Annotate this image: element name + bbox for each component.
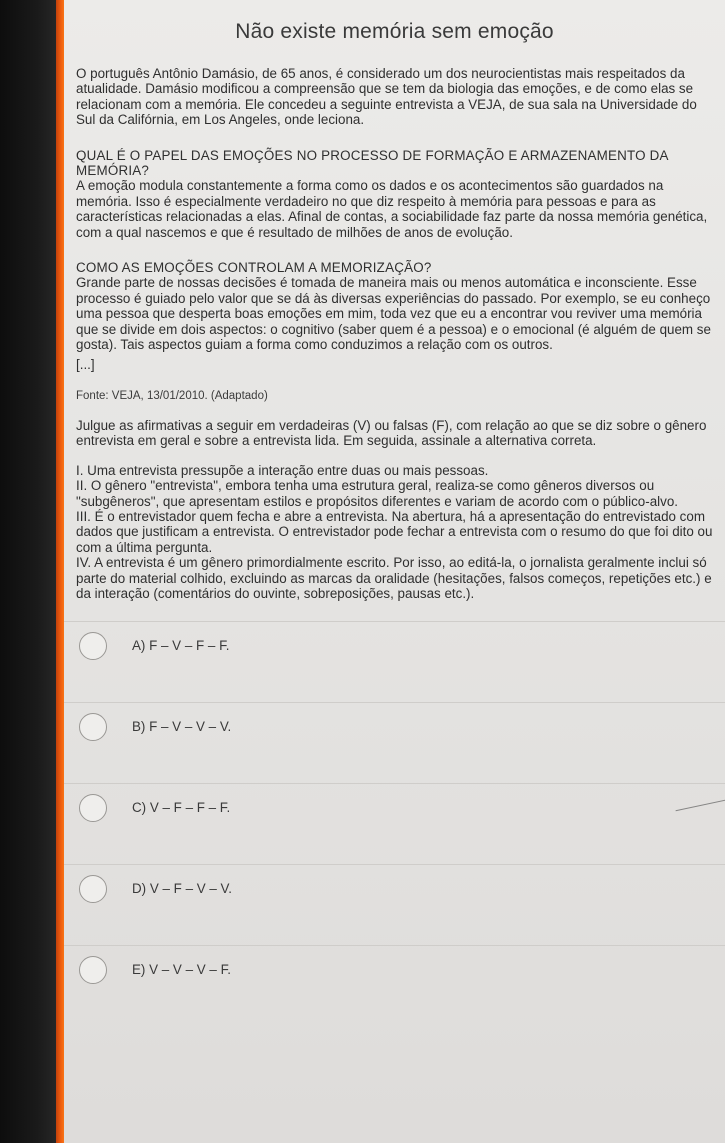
answer-paragraph-1: A emoção modula constantemente a forma como os dados e os acontecimentos são guardados na memória. Isso é especialmente verdadeiro no que diz respeito à memória para pessoas e para as características relacionadas a elas. Afinal de contas, a sociabilidade faz parte da nossa memória genética, com a qual nascemos e que é resultado de milhões de anos de evolução. bbox=[76, 178, 708, 240]
statements-list bbox=[76, 463, 713, 602]
page-title: Não existe memória sem emoção bbox=[235, 20, 554, 43]
radio-button[interactable] bbox=[79, 794, 107, 822]
radio-button[interactable] bbox=[79, 875, 107, 903]
radio-button[interactable] bbox=[79, 632, 107, 660]
option-label: E) V – V – V – F. bbox=[132, 962, 231, 978]
radio-button[interactable] bbox=[79, 713, 107, 741]
device-frame bbox=[0, 0, 62, 1143]
option-label: A) F – V – F – F. bbox=[132, 638, 230, 654]
option-e[interactable] bbox=[64, 945, 725, 1026]
option-c[interactable] bbox=[64, 783, 725, 864]
article-body bbox=[64, 66, 725, 601]
pen-mark bbox=[676, 798, 725, 812]
intro-paragraph: O português Antônio Damásio, de 65 anos, é considerado um dos neurocientistas mais respeitados da atualidade. Damásio modificou a compreensão que se tem da biologia das emoções, e de como elas se relacionam com a memória. Ele concedeu a seguinte entrevista a VEJA, de sua sala na Universidade do Sul da Califórnia, em Los Angeles, onde leciona. bbox=[76, 66, 697, 128]
radio-button[interactable] bbox=[79, 956, 107, 984]
source-citation: Fonte: VEJA, 13/01/2010. (Adaptado) bbox=[76, 389, 268, 402]
option-label: C) V – F – F – F. bbox=[132, 800, 231, 816]
answer-paragraph-2: Grande parte de nossas decisões é tomada de maneira mais ou menos automática e inconsciente. Esse processo é guiado pelo valor que se dá às diversas experiências do passado. Por exemplo, se eu conheço uma pessoa que desperta boas emoções em mim, toda vez que eu a encontrar vou reviver uma memória que se divide em dois aspectos: o cognitivo (saber quem é a pessoa) e o emocional (é alguém de quem se gosta). Tais aspectos guiam a forma como conduzimos a relação com os outros. bbox=[76, 275, 711, 353]
answer-options bbox=[64, 621, 725, 1026]
device-frame-edge bbox=[56, 0, 64, 1143]
option-b[interactable] bbox=[64, 702, 725, 783]
option-label: D) V – F – V – V. bbox=[132, 881, 232, 897]
option-a[interactable] bbox=[64, 621, 725, 702]
statement-2: II. O gênero "entrevista", embora tenha uma estrutura geral, realiza-se como gêneros diversos ou "subgêneros", que apresentam estilos e propósitos diferentes e variam de acordo com o público-alvo. bbox=[76, 478, 679, 509]
statement-1: I. Uma entrevista pressupõe a interação entre duas ou mais pessoas. bbox=[76, 462, 489, 478]
question-prompt: Julgue as afirmativas a seguir em verdadeiras (V) ou falsas (F), com relação ao que se diz sobre o gênero entrevista em geral e sobre a entrevista lida. Em seguida, assinale a alternativa correta. bbox=[76, 417, 707, 449]
option-d[interactable] bbox=[64, 864, 725, 945]
document-page bbox=[64, 0, 725, 1143]
option-label: B) F – V – V – V. bbox=[132, 719, 232, 735]
question-heading-1: QUAL É O PAPEL DAS EMOÇÕES NO PROCESSO DE FORMAÇÃO E ARMAZENAMENTO DA MEMÓRIA? bbox=[76, 147, 668, 179]
statement-3: III. É o entrevistador quem fecha e abre a entrevista. Na abertura, há a apresentação do entrevistado com dados que justificam a entrevista. O entrevistador pode fechar a entrevista com o resumo do que foi dito ou com a última pergunta. bbox=[76, 508, 713, 555]
question-heading-2: COMO AS EMOÇÕES CONTROLAM A MEMORIZAÇÃO? bbox=[76, 260, 432, 276]
ellipsis: [...] bbox=[76, 356, 95, 372]
statement-4: IV. A entrevista é um gênero primordialmente escrito. Por isso, ao editá-la, o jornalista geralmente inclui só parte do material colhido, excluindo as marcas da oralidade (hesitações, falsos começos, repetições etc.) e da interação (comentários do ouvinte, sobreposições, pausas etc.). bbox=[76, 555, 712, 601]
